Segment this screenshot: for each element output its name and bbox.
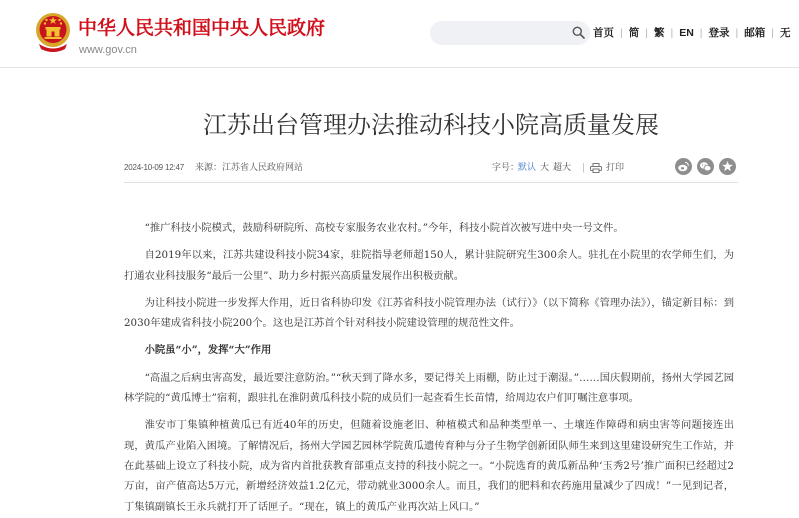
search-icon[interactable] xyxy=(572,26,585,39)
article-body xyxy=(124,218,734,518)
top-nav xyxy=(593,26,799,40)
nav-login[interactable]: 登录 xyxy=(708,27,730,39)
font-size-option-xlarge[interactable]: 超大 xyxy=(553,163,572,173)
article-paragraph: “推广科技小院模式，鼓励科研院所、高校专家服务农业农村。”今年，科技小院首次被写进中央一号文件。 xyxy=(144,222,624,234)
font-size-options xyxy=(518,162,571,174)
search-box[interactable] xyxy=(430,21,590,45)
meta-separator: | xyxy=(582,163,586,173)
nav-traditional[interactable]: 繁 xyxy=(653,27,665,39)
article-paragraph: “高温之后病虫害高发，最近要注意防治。”“秋天到了降水多，要记得关上雨棚，防止过于潮湿。”……国庆假期前，扬州大学园艺园林学院的“黄瓜博士”宿莉，跟驻扎在淮阴黄瓜科技小院的成员们一起查看生长苗情，给周边农户们叮嘱注意事项。 xyxy=(124,371,734,405)
meta-divider xyxy=(124,182,738,183)
nav-mailbox[interactable]: 邮箱 xyxy=(744,27,766,39)
section-heading: 小院虽“小”，发挥“大”作用 xyxy=(144,344,272,357)
nav-separator: | xyxy=(699,27,703,39)
font-size-option-default[interactable]: 默认 xyxy=(518,163,537,173)
wechat-icon[interactable] xyxy=(697,158,714,175)
font-size-label: 字号： xyxy=(492,163,520,173)
nav-separator: | xyxy=(670,27,674,39)
weibo-icon[interactable] xyxy=(675,158,692,175)
article-paragraph: 为让科技小院进一步发挥大作用，近日省科协印发《江苏省科技小院管理办法（试行）》（以下简称《管理办法》），锚定新目标：到2030年建成省科技小院200个。这也是江苏首个针对科技小院建设管理的规范性文件。 xyxy=(124,296,734,330)
site-url[interactable]: www.gov.cn xyxy=(79,44,137,56)
article-paragraph: 淮安市丁集镇种植黄瓜已有近40年的历史，但随着设施老旧、种植模式和品种类型单一、土壤连作障碍和病虫害等问题接连出现，黄瓜产业陷入困境。了解情况后，扬州大学园艺园林学院黄瓜遗传育种与分子生物学创新团队师生来到这里建设研究生工作站，并在此基础上设立了科技小院，成为省内首批获教育部重点支持的科技小院之一。“小院选育的黄瓜新品种‘玉秀2号’推广面积已经超过2万亩，亩产值高达5万元，新增经济效益1.2亿元，带动就业3000余人。而且，我们的肥料和农药施用量减少了四成！”一见到记者，丁集镇副镇长王永兵就打开了话匣子。“现在，镇上的黄瓜产业再次站上风口。” xyxy=(124,419,734,513)
source-name: 江苏省人民政府网站 xyxy=(222,163,304,173)
publish-datetime: 2024-10-09 12:47 xyxy=(124,163,184,172)
national-emblem-logo[interactable] xyxy=(35,11,71,53)
nav-separator: | xyxy=(620,27,623,39)
qzone-icon[interactable] xyxy=(719,158,736,175)
print-button[interactable]: 打印 xyxy=(606,163,625,173)
printer-icon[interactable] xyxy=(590,163,602,173)
nav-separator: | xyxy=(735,27,739,39)
nav-separator: | xyxy=(771,27,774,39)
nav-english[interactable]: EN xyxy=(679,27,694,39)
source-label: 来源： xyxy=(195,163,223,173)
site-title[interactable]: 中华人民共和国中央人民政府 xyxy=(78,17,326,39)
nav-home[interactable]: 首页 xyxy=(593,27,614,39)
font-size-option-large[interactable]: 大 xyxy=(540,163,550,173)
nav-separator: | xyxy=(645,27,648,39)
article-title: 江苏出台管理办法推动科技小院高质量发展 xyxy=(203,111,659,139)
site-header xyxy=(0,0,799,68)
nav-accessibility[interactable]: 无 xyxy=(780,27,791,39)
article-paragraph: 自2019年以来，江苏共建设科技小院34家，驻院指导老师超150人，累计驻院研究生300余人。驻扎在小院里的农学师生们，为打通农业科技服务“最后一公里”、助力乡村振兴高质量发展作出积极贡献。 xyxy=(124,249,734,282)
search-input[interactable] xyxy=(440,25,568,41)
nav-simplified[interactable]: 简 xyxy=(628,27,640,39)
